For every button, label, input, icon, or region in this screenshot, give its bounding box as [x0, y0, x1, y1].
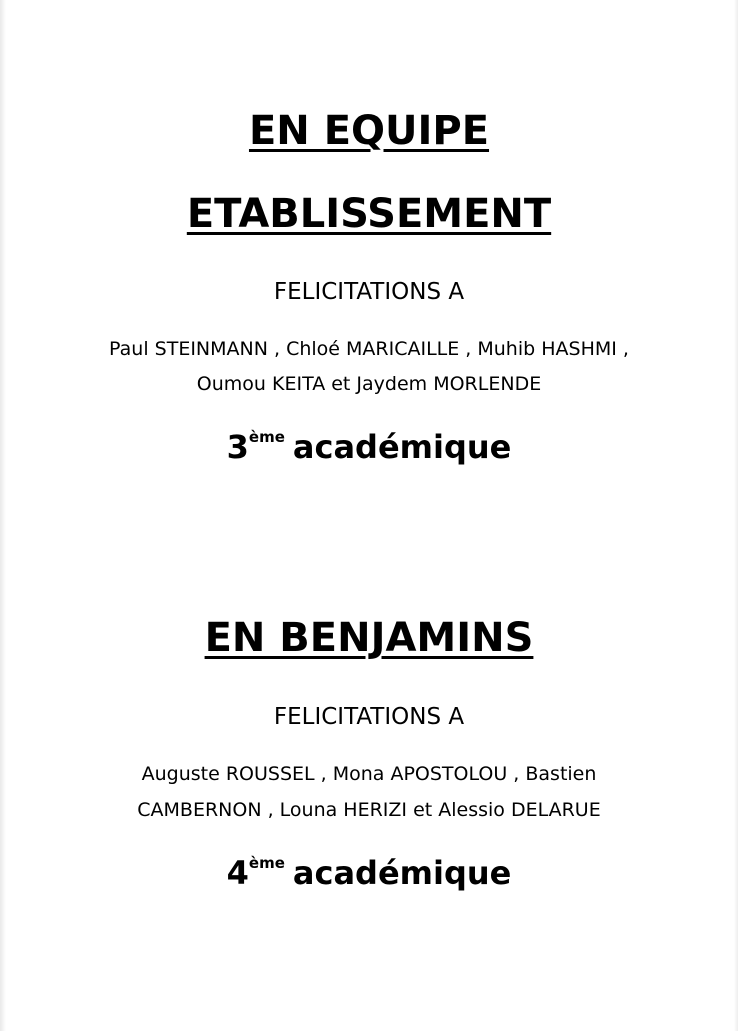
team-rank-number: 3	[226, 428, 249, 466]
team-congrats-text: FELICITATIONS A	[273, 279, 465, 305]
benjamins-heading: EN BENJAMINS	[204, 615, 534, 661]
benjamins-names-line1: Auguste ROUSSEL , Mona APOSTOLOU , Bastien	[141, 763, 597, 785]
team-rank	[0, 427, 738, 467]
team-heading-line2: ETABLISSEMENT	[186, 191, 552, 237]
benjamins-rank-number: 4	[226, 854, 249, 892]
benjamins-names-line2: CAMBERNON , Louna HERIZI et Alessio DELARUE	[137, 799, 601, 821]
benjamins-rank	[0, 853, 738, 893]
team-names-line2: Oumou KEITA et Jaydem MORLENDE	[196, 373, 542, 395]
benjamins-rank-suffix: ème	[248, 854, 285, 873]
team-rank-suffix: ème	[248, 428, 285, 447]
benjamins-rank-label: académique	[292, 854, 512, 892]
benjamins-congrats-text: FELICITATIONS A	[273, 704, 465, 730]
team-heading-line1: EN EQUIPE	[248, 108, 490, 154]
team-names-line1: Paul STEINMANN , Chloé MARICAILLE , Muhib HASHMI ,	[109, 338, 629, 360]
team-rank-label: académique	[292, 428, 512, 466]
